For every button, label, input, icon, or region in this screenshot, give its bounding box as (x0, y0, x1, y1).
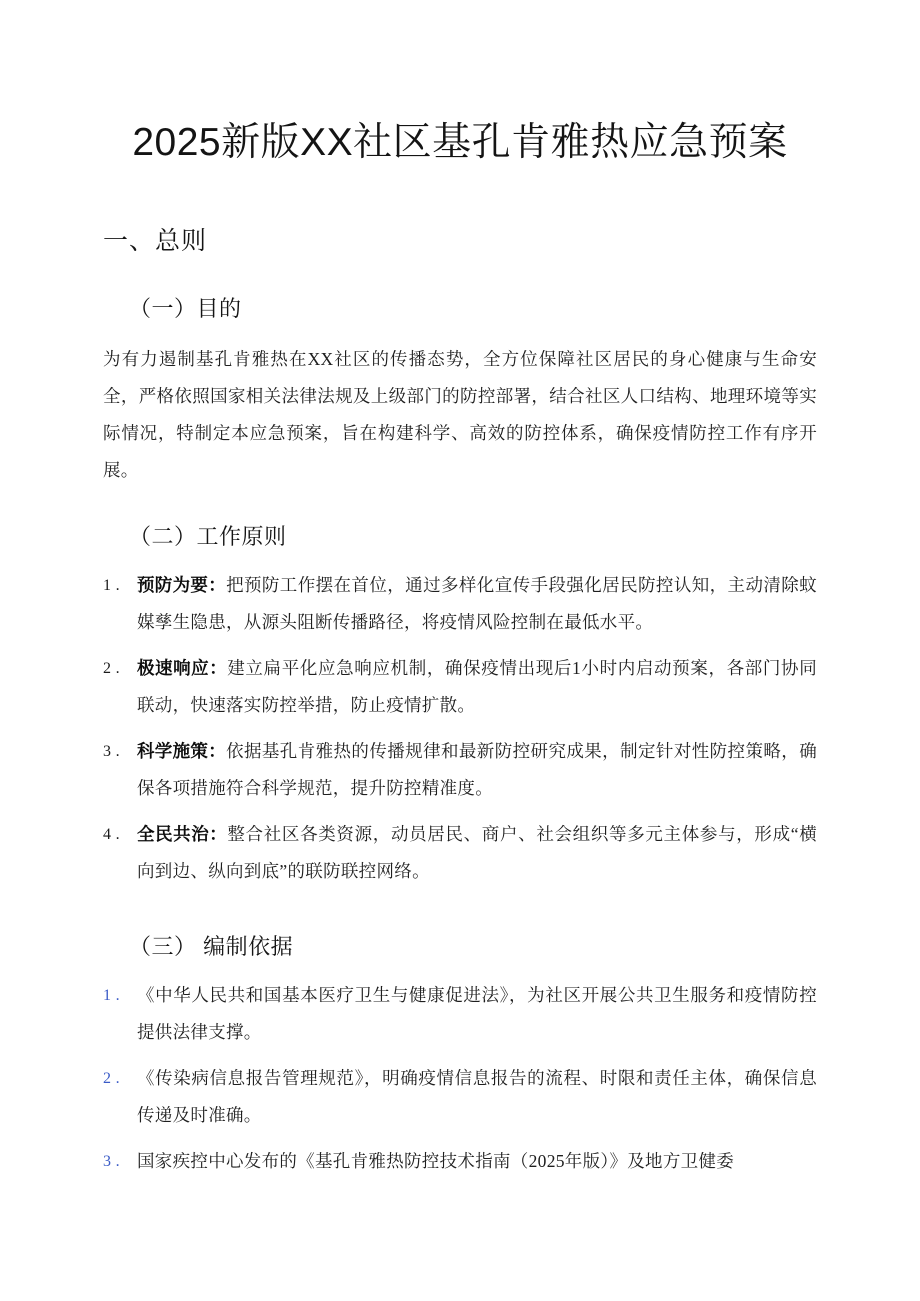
list-item-label: 全民共治： (137, 824, 228, 844)
subsection-heading-purpose: （一）目的 (129, 296, 242, 321)
list-item-marker: 3 . (103, 743, 120, 760)
list-item (103, 977, 817, 1051)
document-title: 2025新版XX社区基孔肯雅热应急预案 (132, 121, 788, 164)
list-item-marker: 2 . (103, 1070, 120, 1087)
list-item-marker: 1 . (103, 987, 120, 1004)
subsection-heading-work-principles: （二）工作原则 (129, 524, 287, 549)
subsection-heading-compilation-basis: （三） 编制依据 (129, 934, 294, 959)
list-item-marker: 4 . (103, 826, 120, 843)
list-item (103, 650, 817, 724)
list-item-text: 整合社区各类资源，动员居民、商户、社会组织等多元主体参与，形成“横向到边、纵向到底”的联防联控网络。 (137, 824, 817, 881)
list-item-text: 《中华人民共和国基本医疗卫生与健康促进法》，为社区开展公共卫生服务和疫情防控提供法律支撑。 (137, 985, 817, 1042)
list-item-marker: 3 . (103, 1153, 120, 1170)
list-item-label: 预防为要： (137, 575, 227, 595)
list-item-text: 《传染病信息报告管理规范》，明确疫情信息报告的流程、时限和责任主体，确保信息传递及时准确。 (137, 1068, 817, 1125)
list-item-text: 依据基孔肯雅热的传播规律和最新防控研究成果，制定针对性防控策略，确保各项措施符合科学规范，提升防控精准度。 (137, 741, 818, 798)
list-item (103, 567, 817, 641)
list-item (103, 733, 817, 807)
list-item-marker: 2 . (103, 660, 120, 677)
list-item-label: 科学施策： (137, 741, 227, 761)
list-item-label: 极速响应： (137, 658, 228, 678)
list-item-text: 建立扁平化应急响应机制，确保疫情出现后1小时内启动预案，各部门协同联动，快速落实防控举措，防止疫情扩散。 (137, 658, 818, 715)
list-item (103, 1143, 817, 1180)
list-compilation-basis (103, 965, 817, 1180)
list-item (103, 816, 817, 890)
list-item-marker: 1 . (103, 577, 120, 594)
list-item-text: 把预防工作摆在首位，通过多样化宣传手段强化居民防控认知，主动清除蚊媒孳生隐患，从源头阻断传播路径，将疫情风险控制在最低水平。 (137, 575, 818, 632)
paragraph-purpose: 为有力遏制基孔肯雅热在XX社区的传播态势，全方位保障社区居民的身心健康与生命安全，严格依照国家相关法律法规及上级部门的防控部署，结合社区人口结构、地理环境等实际情况，特制定本应急预案，旨在构建科学、高效的防控体系，确保疫情防控工作有序开展。 (103, 349, 817, 480)
section-heading-general-principles: 一、总则 (103, 227, 208, 255)
list-work-principles (103, 555, 817, 890)
list-item-text: 国家疾控中心发布的《基孔肯雅热防控技术指南（2025年版）》及地方卫健委 (137, 1151, 735, 1171)
list-item (103, 1060, 817, 1134)
